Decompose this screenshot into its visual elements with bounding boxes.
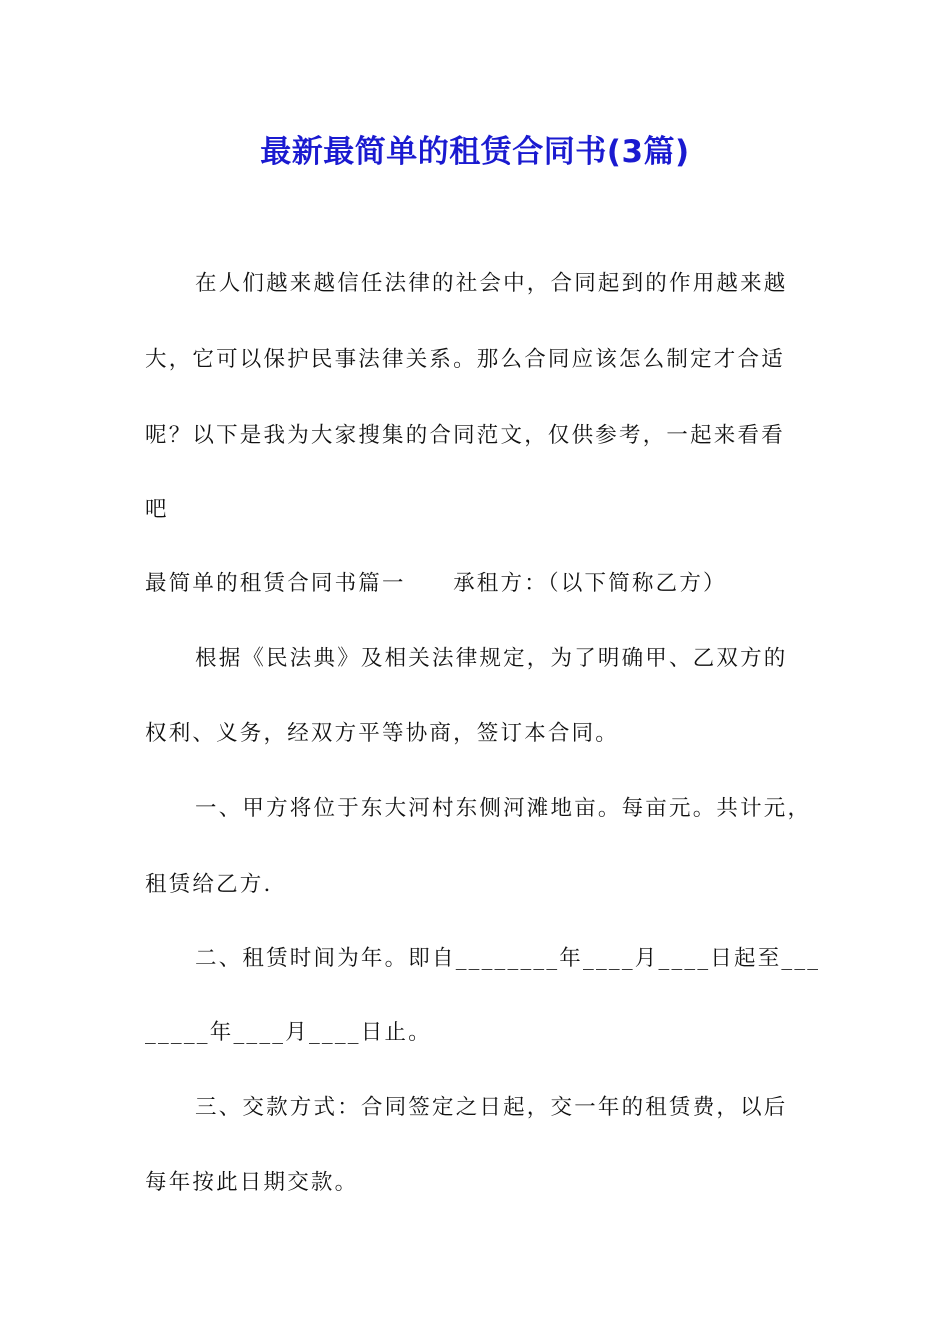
clause-line: _____年____月____日止。	[145, 1020, 432, 1045]
paragraph-line: 大，它可以保护民事法律关系。那么合同应该怎么制定才合适	[145, 347, 785, 372]
paragraph-line: 在人们越来越信任法律的社会中，合同起到的作用越来越	[195, 271, 788, 296]
paragraph-line: 根据《民法典》及相关法律规定，为了明确甲、乙双方的	[195, 646, 788, 671]
paragraph-line: 吧	[145, 497, 169, 522]
document-title: 最新最简单的租赁合同书(3篇)	[260, 134, 690, 170]
clause-line: 三、交款方式：合同签定之日起，交一年的租赁费，以后	[195, 1095, 788, 1120]
clause-line: 租赁给乙方.	[145, 872, 273, 897]
section-heading-line: 最简单的租赁合同书篇一 承租方：（以下简称乙方）	[145, 571, 727, 596]
clause-line: 一、甲方将位于东大河村东侧河滩地亩。每亩元。共计元，	[195, 796, 812, 821]
clause-line: 二、租赁时间为年。即自________年____月____日起至___	[195, 946, 821, 971]
paragraph-line: 呢？以下是我为大家搜集的合同范文，仅供参考，一起来看看	[145, 423, 785, 448]
paragraph-line: 权利、义务，经双方平等协商，签订本合同。	[145, 721, 620, 746]
clause-line: 每年按此日期交款。	[145, 1170, 359, 1195]
